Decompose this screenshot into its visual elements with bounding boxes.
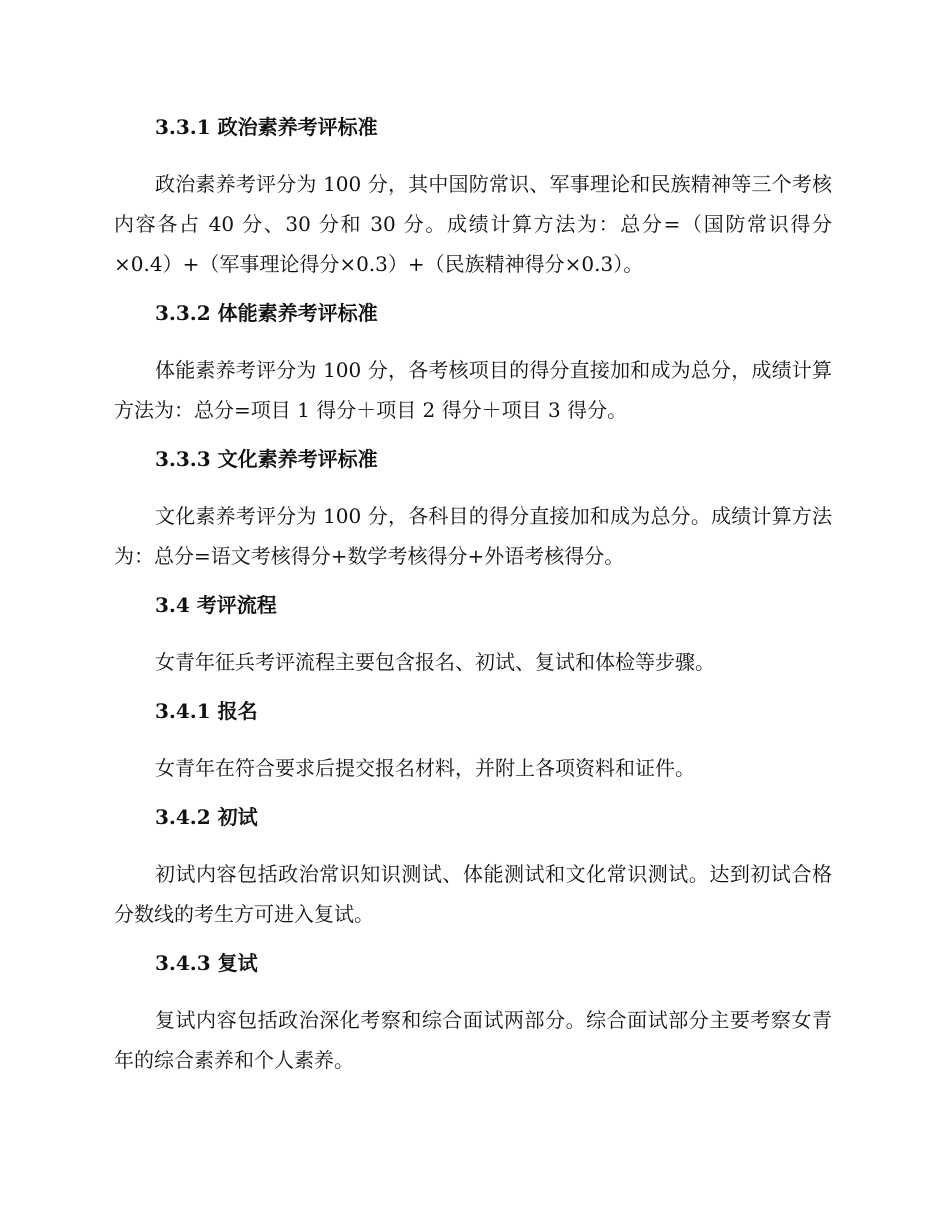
paragraph-retest: 复试内容包括政治深化考察和综合面试两部分。综合面试部分主要考察女青年的综合素养和个人素养。 xyxy=(114,1008,832,1072)
paragraph-physical-standard: 体能素养考评分为 100 分，各考核项目的得分直接加和成为总分，成绩计算方法为：总分=项目 1 得分＋项目 2 得分＋项目 3 得分。 xyxy=(114,358,832,422)
section-heading-3-4-2: 3.4.2 初试 xyxy=(155,805,258,829)
section-heading-3-3-1: 3.3.1 政治素养考评标准 xyxy=(155,115,378,139)
paragraph-preliminary-test: 初试内容包括政治常识知识测试、体能测试和文化常识测试。达到初试合格分数线的考生方可进入复试。 xyxy=(114,862,832,926)
section-heading-3-3-3: 3.3.3 文化素养考评标准 xyxy=(155,447,378,471)
section-heading-3-4-1: 3.4.1 报名 xyxy=(155,699,258,723)
paragraph-cultural-standard: 文化素养考评分为 100 分，各科目的得分直接加和成为总分。成绩计算方法为：总分=语文考核得分+数学考核得分+外语考核得分。 xyxy=(114,504,832,568)
paragraph-registration: 女青年在符合要求后提交报名材料，并附上各项资料和证件。 xyxy=(155,756,695,780)
paragraph-process-overview: 女青年征兵考评流程主要包含报名、初试、复试和体检等步骤。 xyxy=(155,650,715,674)
section-heading-3-3-2: 3.3.2 体能素养考评标准 xyxy=(155,301,378,325)
section-heading-3-4: 3.4 考评流程 xyxy=(155,593,277,617)
paragraph-political-standard: 政治素养考评分为 100 分，其中国防常识、军事理论和民族精神等三个考核内容各占 40 分、30 分和 30 分。成绩计算方法为：总分=（国防常识得分×0.4）+（军事理论得分×0.3）+（民族精神得分×0.3）。 xyxy=(114,172,832,276)
section-heading-3-4-3: 3.4.3 复试 xyxy=(155,951,258,975)
